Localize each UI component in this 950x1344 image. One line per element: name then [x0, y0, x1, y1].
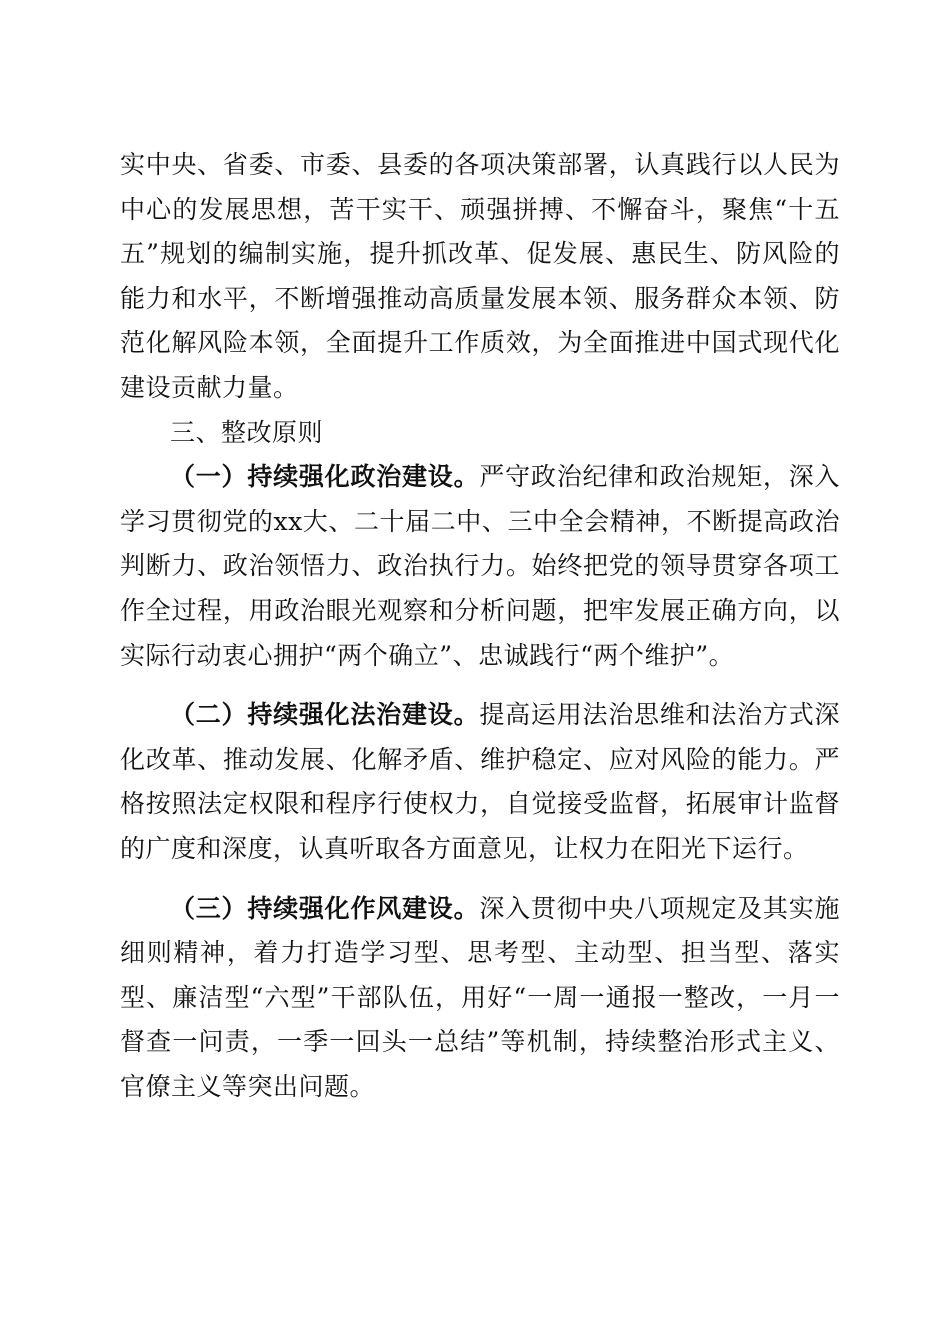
continuation-paragraph — [120, 143, 840, 411]
principle-1-lead: （一）持续强化政治建设。 — [170, 462, 480, 492]
document-body — [120, 143, 840, 1109]
principle-2-lead: （二）持续强化法治建设。 — [170, 700, 480, 730]
section-heading: 三、整改原则 — [170, 417, 324, 447]
principle-2-text: 提高运用法治思维和法治方式深化改革、推动发展、化解矛盾、维护稳定、应对风险的能力。严格按照法定权限和程序行使权力，自觉接受监督，拓展审计监督的广度和深度，认真听取各方面意见，让权力在阳光下运行。 — [120, 700, 840, 863]
principle-3-lead: （三）持续强化作风建设。 — [170, 893, 480, 923]
principle-1-text: 严守政治纪律和政治规矩，深入学习贯彻党的xx大、二十届二中、三中全会精神，不断提高政治判断力、政治领悟力、政治执行力。始终把党的领导贯穿各项工作全过程，用政治眼光观察和分析问题，把牢发展正确方向，以实际行动衷心拥护“两个确立”、忠诚践行“两个维护”。 — [120, 462, 840, 670]
principle-3-text: 深入贯彻中央八项规定及其实施细则精神，着力打造学习型、思考型、主动型、担当型、落实型、廉洁型“六型”干部队伍，用好“一周一通报一整改，一月一督查一问责，一季一回头一总结”等机制，持续整治形式主义、官僚主义等突出问题。 — [120, 893, 840, 1101]
principle-paragraph-3 — [120, 887, 840, 1110]
principle-paragraph-1 — [120, 455, 840, 678]
continuation-text: 实中央、省委、市委、县委的各项决策部署，认真践行以人民为中心的发展思想，苦干实干、顽强拼搏、不懈奋斗，聚焦“十五五”规划的编制实施，提升抓改革、促发展、惠民生、防风险的能力和水平，不断增强推动高质量发展本领、服务群众本领、防范化解风险本领，全面提升工作质效，为全面推进中国式现代化建设贡献力量。 — [120, 150, 840, 402]
principle-paragraph-2 — [120, 693, 840, 871]
